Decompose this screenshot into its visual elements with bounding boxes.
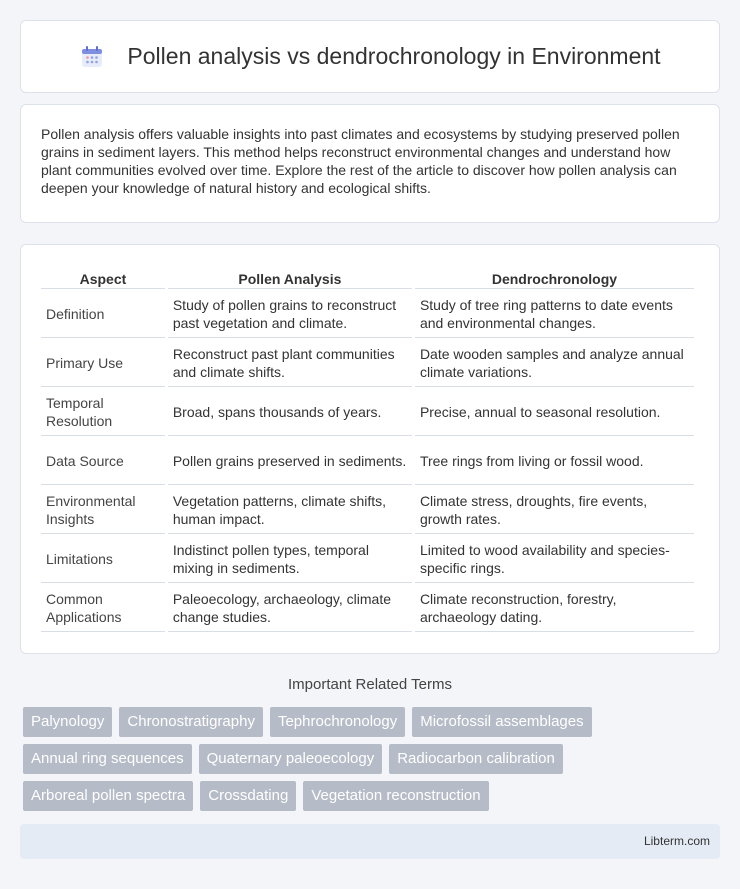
related-terms-title: Important Related Terms <box>288 676 452 693</box>
header-pollen-analysis: Pollen Analysis <box>168 269 412 289</box>
header-dendrochronology: Dendrochronology <box>415 269 694 289</box>
tag-chronostratigraphy[interactable]: Chronostratigraphy <box>119 707 263 737</box>
table-row <box>41 438 694 485</box>
row-dendro: Precise, annual to seasonal resolution. <box>415 389 694 436</box>
calendar-icon <box>79 44 105 70</box>
tag-radiocarbon-calibration[interactable]: Radiocarbon calibration <box>389 744 563 774</box>
row-aspect: Environmental Insights <box>41 487 165 534</box>
row-pollen: Indistinct pollen types, temporal mixing in sediments. <box>168 536 412 583</box>
footer <box>20 824 720 859</box>
row-aspect: Definition <box>41 291 165 338</box>
page-title: Pollen analysis vs dendrochronology in Environment <box>127 43 661 69</box>
tag-quaternary-paleoecology[interactable]: Quaternary paleoecology <box>199 744 383 774</box>
table-row <box>41 340 694 387</box>
tag-vegetation-reconstruction[interactable]: Vegetation reconstruction <box>303 781 488 811</box>
row-aspect: Data Source <box>41 438 165 485</box>
intro-card <box>20 104 720 223</box>
row-dendro: Date wooden samples and analyze annual climate variations. <box>415 340 694 387</box>
row-dendro: Tree rings from living or fossil wood. <box>415 438 694 485</box>
tag-row <box>23 744 723 774</box>
tag-crossdating[interactable]: Crossdating <box>200 781 296 811</box>
row-aspect: Temporal Resolution <box>41 389 165 436</box>
tag-palynology[interactable]: Palynology <box>23 707 112 737</box>
row-dendro: Study of tree ring patterns to date events and environmental changes. <box>415 291 694 338</box>
row-aspect: Primary Use <box>41 340 165 387</box>
comparison-card <box>20 244 720 654</box>
row-pollen: Pollen grains preserved in sediments. <box>168 438 412 485</box>
row-dendro: Climate stress, droughts, fire events, growth rates. <box>415 487 694 534</box>
intro-text: Pollen analysis offers valuable insights into past climates and ecosystems by studying preserved pollen grains in sediment layers. This method helps reconstruct environmental changes and understand how plant communities evolved over time. Explore the rest of the article to discover how pollen analysis can deepen your knowledge of natural history and ecological shifts. <box>41 126 680 196</box>
tag-tephrochronology[interactable]: Tephrochronology <box>270 707 405 737</box>
row-pollen: Broad, spans thousands of years. <box>168 389 412 436</box>
tag-arboreal-pollen-spectra[interactable]: Arboreal pollen spectra <box>23 781 193 811</box>
table-row <box>41 291 694 338</box>
row-dendro: Limited to wood availability and species-specific rings. <box>415 536 694 583</box>
row-dendro: Climate reconstruction, forestry, archaeology dating. <box>415 585 694 632</box>
row-pollen: Vegetation patterns, climate shifts, human impact. <box>168 487 412 534</box>
tag-microfossil-assemblages[interactable]: Microfossil assemblages <box>412 707 591 737</box>
related-terms-tags <box>23 707 723 818</box>
comparison-table <box>38 267 697 634</box>
footer-site-link[interactable]: Libterm.com <box>643 834 710 848</box>
row-pollen: Study of pollen grains to reconstruct past vegetation and climate. <box>168 291 412 338</box>
row-pollen: Paleoecology, archaeology, climate change studies. <box>168 585 412 632</box>
tag-row <box>23 781 723 811</box>
tag-annual-ring-sequences[interactable]: Annual ring sequences <box>23 744 192 774</box>
table-row <box>41 389 694 436</box>
row-aspect: Common Applications <box>41 585 165 632</box>
table-row <box>41 585 694 632</box>
table-header-row <box>41 269 694 289</box>
table-row <box>41 487 694 534</box>
tag-row <box>23 707 723 737</box>
row-aspect: Limitations <box>41 536 165 583</box>
row-pollen: Reconstruct past plant communities and climate shifts. <box>168 340 412 387</box>
header-aspect: Aspect <box>41 269 165 289</box>
header-card <box>20 20 720 93</box>
table-row <box>41 536 694 583</box>
